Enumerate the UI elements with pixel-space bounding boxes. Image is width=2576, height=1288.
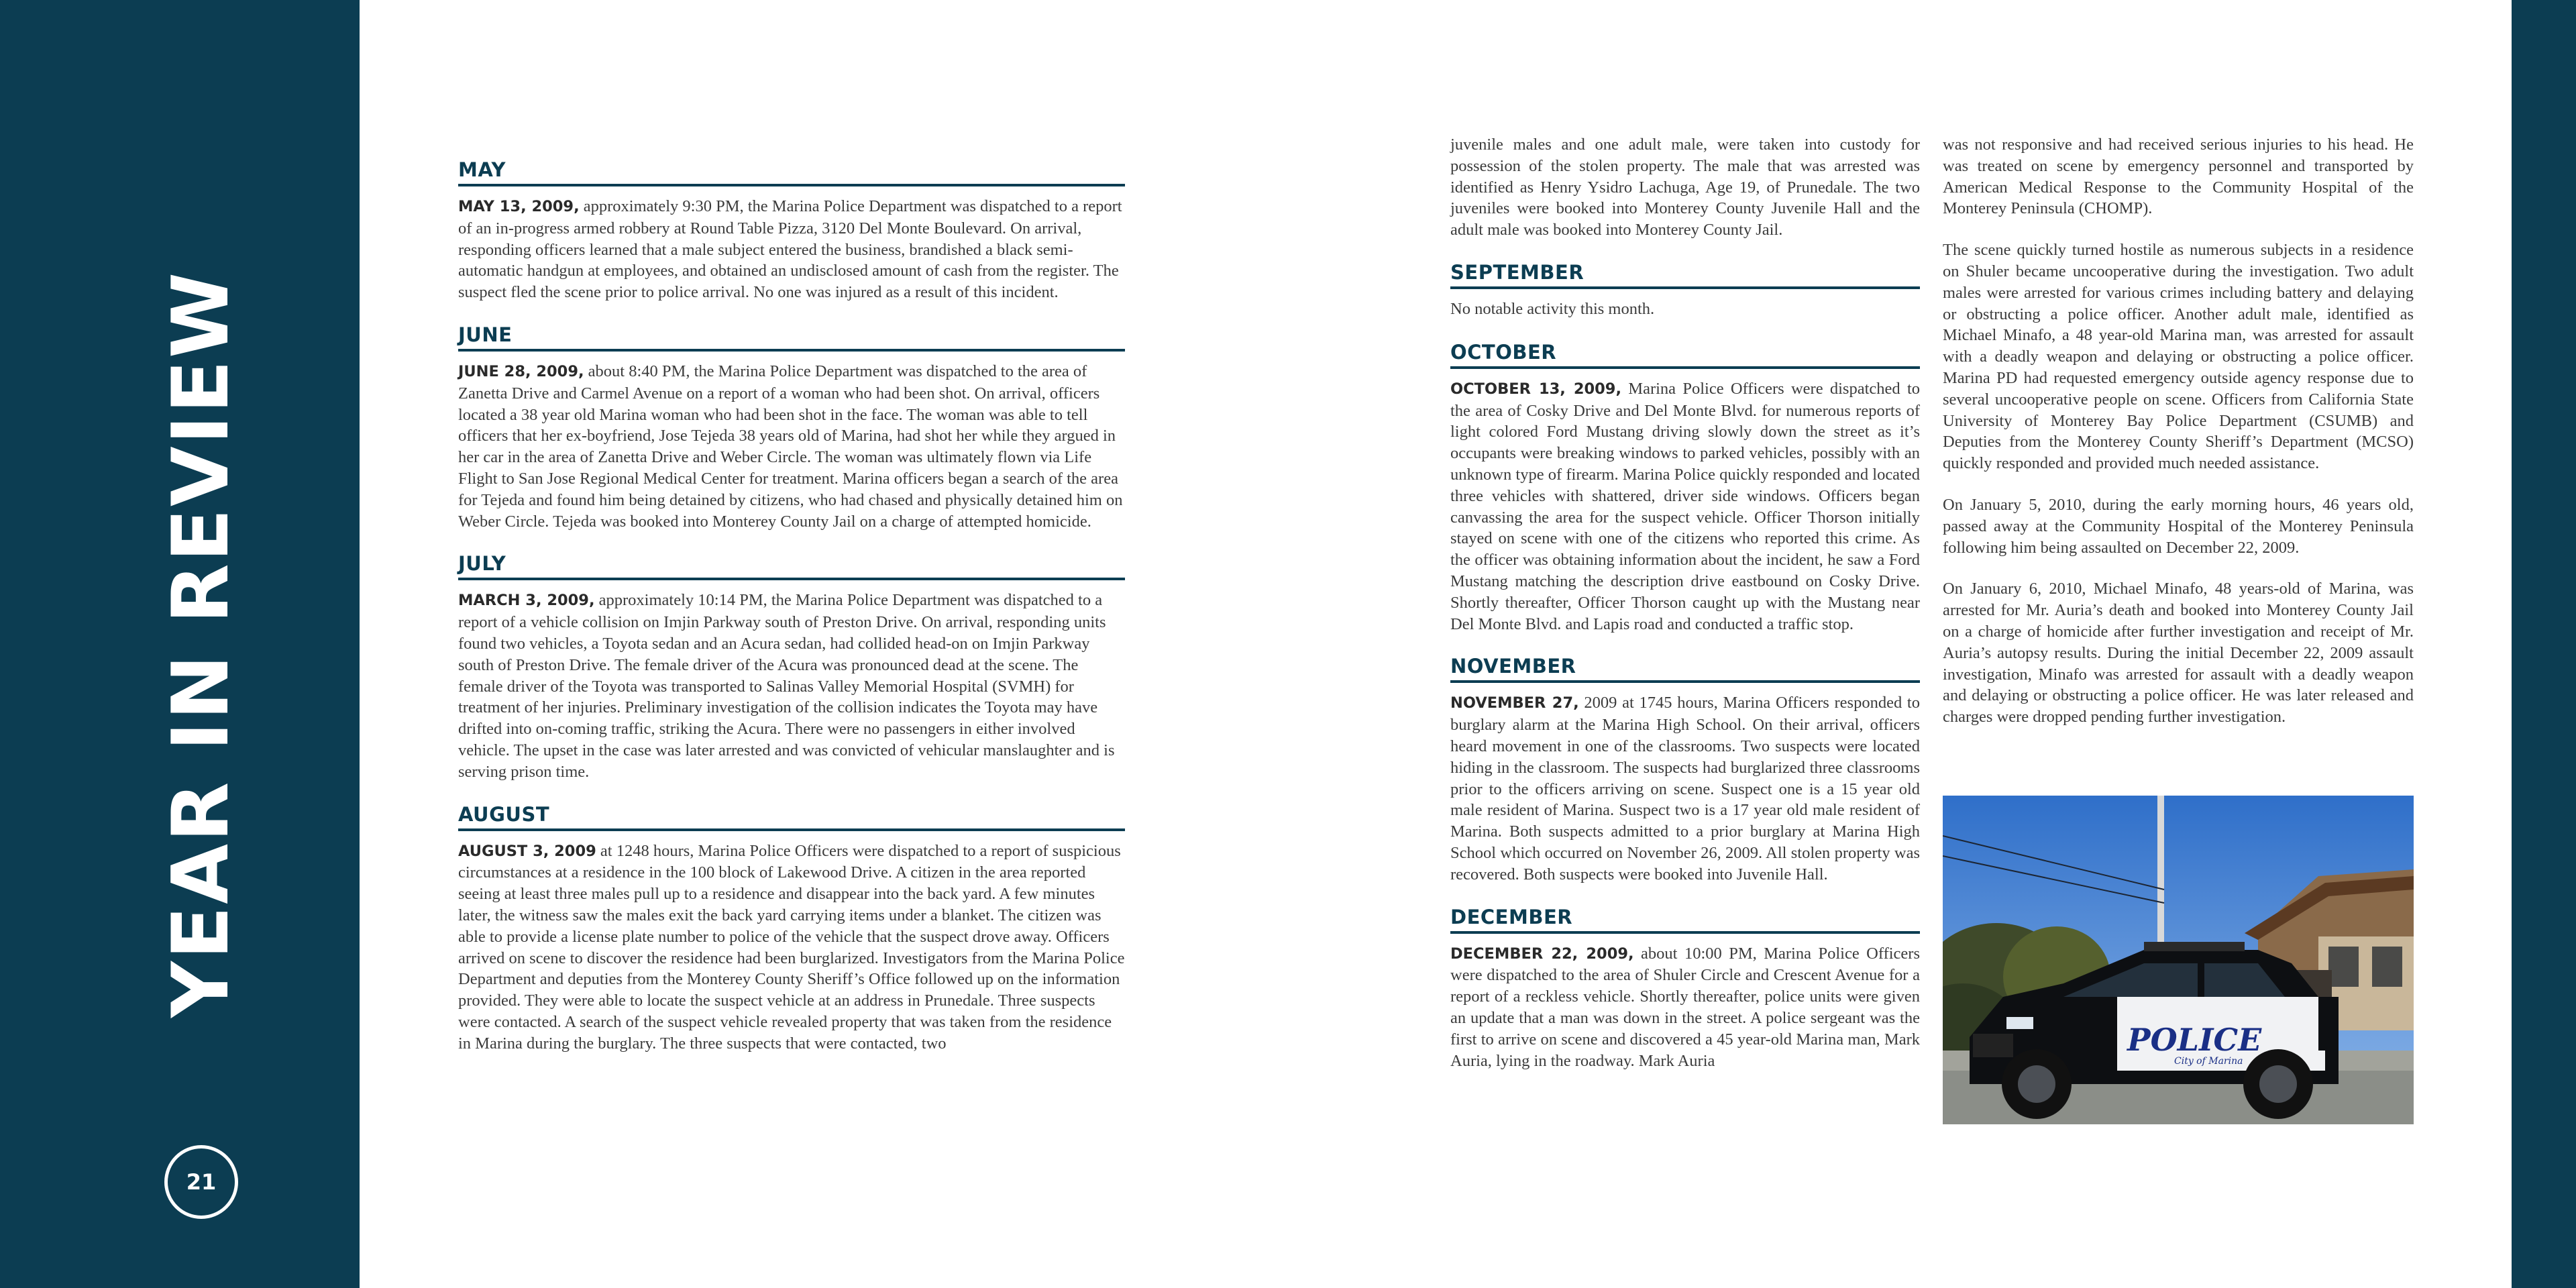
entry-date: MAY 13, 2009,	[458, 198, 580, 215]
section-november	[1450, 655, 1920, 885]
section-heading: DECEMBER	[1450, 906, 1920, 934]
section-paragraph	[1450, 299, 1920, 321]
section-heading: JUNE	[458, 323, 1125, 352]
section-heading: MAY	[458, 158, 1125, 186]
entry-text: approximately 10:14 PM, the Marina Police Department was dispatched to a report of a vehicle collision on Imjin Parkway south of Preston Drive. On arrival, responding units found two vehicles, a Toyota sedan and an Acura sedan, had collided head-on on Imjin Parkway south of Preston Drive. The female driver of the Acura was pronounced dead at the scene. The female driver of the Toyota was transported to Salinas Valley Memorial Hospital (SVMH) for treatment of her injuries. Preliminary investigation of the collision indicates the Toyota may have drifted into on-coming traffic, striking the Acura. There were no passengers in either involved vehicle. The upset in the case was later arrested and was convicted of vehicular manslaughter and is serving prison time.	[458, 591, 1115, 781]
section-december	[1450, 906, 1920, 1072]
section-paragraph	[458, 590, 1125, 782]
police-decal-text: POLICE	[2127, 1022, 2262, 1058]
section-paragraph	[458, 196, 1125, 303]
section-may	[458, 158, 1125, 303]
paragraph: was not responsive and had received serious injuries to his head. He was treated on scene by emergency personnel and transported by American Medical Response to the Community Hospital of the Monterey Peninsula (CHOMP).	[1943, 136, 2414, 218]
paragraph: On January 5, 2010, during the early morning hours, 46 years old, passed away at the Community Hospital of the Monterey Peninsula following him being assaulted on December 22, 2009.	[1943, 495, 2414, 557]
column-1	[458, 158, 1125, 1075]
section-august	[458, 803, 1125, 1055]
entry-date: NOVEMBER 27,	[1450, 694, 1579, 712]
right-edge-bar	[2512, 0, 2576, 1288]
page-number: 21	[164, 1145, 238, 1219]
continuation-paragraph: juvenile males and one adult male, were taken into custody for possession of the stolen property. The male that was arrested was identified as Henry Ysidro Lachuga, Age 19, of Prunedale. The two juveniles were booked into Monterey County Juvenile Hall and the adult male was booked into Monterey County Jail.	[1450, 136, 1920, 239]
section-title: YEAR IN REVIEW	[156, 270, 246, 1018]
section-heading: OCTOBER	[1450, 341, 1920, 369]
paragraph: The scene quickly turned hostile as numerous subjects in a residence on Shuler became uncooperative during the investigation. Two adult males were arrested for various crimes including battery and delaying or obstructing a police officer. Another adult male, identified as Michael Minafo, a 48 year-old Marina man, was arrested for assault with a deadly weapon and delaying or obstructing a police officer. Marina PD had requested emergency outside agency response due to several uncooperative people on scene. Officers from California State University of Monterey Bay Police Department (CSUMB) and Deputies from the Monterey County Sheriff’s Department (MCSO) quickly responded and provided much needed assistance.	[1943, 241, 2414, 473]
section-july	[458, 552, 1125, 782]
column-3	[1943, 134, 2414, 748]
entry-text: about 8:40 PM, the Marina Police Department was dispatched to the area of Zanetta Drive and Carmel Avenue on a report of a woman who had been shot. On arrival, officers located a 38 year old Marina woman who had been shot in the face. The woman was able to tell officers that her ex-boyfriend, Jose Tejeda 38 years old of Marina, had shot her while they argued in her car in the area of Zanetta Drive and Weber Circle. The woman was ultimately flown via Life Flight to San Jose Regional Medical Center for treatment. Marina officers began a search of the area for Tejeda and found him being detained by citizens, who had chased and physically detained him on Weber Circle. Tejeda was booked into Monterey County Jail on a charge of attempted homicide.	[458, 362, 1123, 531]
section-september	[1450, 261, 1920, 321]
section-heading: AUGUST	[458, 803, 1125, 831]
section-paragraph	[458, 841, 1125, 1055]
section-heading: SEPTEMBER	[1450, 261, 1920, 289]
section-october	[1450, 341, 1920, 635]
entry-date: DECEMBER 22, 2009,	[1450, 945, 1634, 963]
section-paragraph	[1450, 692, 1920, 885]
entry-text: at 1248 hours, Marina Police Officers were dispatched to a report of suspicious circumstances at a residence in the 100 block of Lakewood Drive. A citizen in the area reported seeing at least three males pull up to a residence and disappear into the back yard. A few minutes later, the witness saw the males exit the back yard carrying items under a blanket. The citizen was able to provide a license plate number to police of the vehicle that the suspect drove away. Officers arrived on scene to discover the residence had been burglarized. Investigators from the Marina Police Department and deputies from the Monterey County Sheriff’s Office followed up on the information provided. They were able to locate the suspect vehicle at an address in Prunedale. Three suspects were contacted. A search of the suspect vehicle revealed property that was taken from the residence in Marina during the burglary. The three suspects that were contacted, two	[458, 841, 1125, 1053]
section-june	[458, 323, 1125, 532]
entry-date: OCTOBER 13, 2009,	[1450, 380, 1621, 398]
section-paragraph	[458, 361, 1125, 532]
entry-date: AUGUST 3, 2009	[458, 842, 596, 860]
entry-text: approximately 9:30 PM, the Marina Police Department was dispatched to a report of an in-progress armed robbery at Round Table Pizza, 3120 Del Monte Boulevard. On arrival, responding officers learned that a male subject entered the business, brandished a black semi-automatic handgun at employees, and obtained an undisclosed amount of cash from the register. The suspect fled the scene prior to police arrival. No one was injured as a result of this incident.	[458, 197, 1122, 302]
paragraph: On January 6, 2010, Michael Minafo, 48 years-old of Marina, was arrested for Mr. Auria’s death and booked into Monterey County Jail on a charge of homicide after further investigation and receipt of Mr. Auria’s autopsy results. During the initial December 22, 2009 assault investigation, Minafo was arrested for assault with a deadly weapon and delaying or obstructing a police officer. He was later released and charges were dropped pending further investigation.	[1943, 580, 2414, 727]
sidebar	[0, 0, 360, 1288]
section-paragraph	[1450, 943, 1920, 1072]
column-2	[1450, 134, 1920, 1091]
entry-date: MARCH 3, 2009,	[458, 592, 595, 610]
section-heading: NOVEMBER	[1450, 655, 1920, 683]
entry-text: 2009 at 1745 hours, Marina Officers responded to burglary alarm at the Marina High School. On their arrival, officers heard movement in one of the classrooms. Two suspects were located hiding in the classroom. The suspects had burglarized three classrooms prior to the officers arriving on scene. Suspect one is a 15 year old male resident of Marina. Suspect two is a 17 year old male resident of Marina. Both suspects admitted to a prior burglary at Marina High School which occurred on November 26, 2009. All stolen property was recovered. Both suspects were booked into Juvenile Hall.	[1450, 694, 1920, 883]
entry-text: No notable activity this month.	[1450, 299, 1655, 318]
door-decal-text: City of Marina	[2174, 1056, 2243, 1067]
police-car-photo	[1943, 796, 2414, 1124]
entry-text: about 10:00 PM, Marina Police Officers were dispatched to the area of Shuler Circle and Crescent Avenue for a report of a reckless vehicle. Shortly thereafter, police units were given an update that a man was down in the street. A police sergeant was the first to arrive on scene and discovered a 45 year-old Marina man, Mark Auria, lying in the roadway. Mark Auria	[1450, 944, 1920, 1070]
section-heading: JULY	[458, 552, 1125, 580]
entry-text: Marina Police Officers were dispatched to the area of Cosky Drive and Del Monte Blvd. for numerous reports of light colored Ford Mustang driving slowly down the street as it’s occupants were breaking windows to parked vehicles, possibly with an unknown type of firearm. Marina Police quickly responded and located three vehicles with shattered, driver side windows. Officers began canvassing the area for the suspect vehicle. Officer Thorson initially stayed on scene with one of the citizens who reported this crime. As the officer was obtaining information about the incident, he saw a Ford Mustang matching the description drive eastbound on Cosky Drive. Shortly thereafter, Officer Thorson caught up with the Mustang near Del Monte Blvd. and Lapis road and conducted a traffic stop.	[1450, 379, 1921, 633]
section-paragraph	[1450, 378, 1920, 635]
entry-date: JUNE 28, 2009,	[458, 362, 584, 380]
